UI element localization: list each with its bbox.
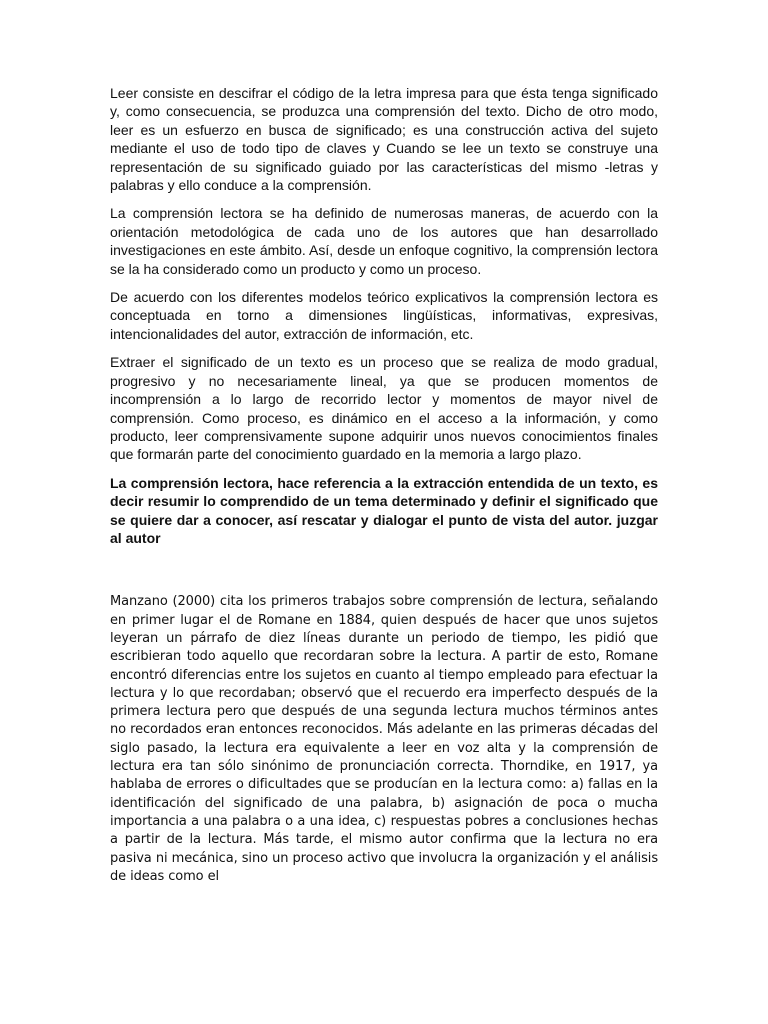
document-page: [110, 84, 658, 896]
paragraph-comprension-definida: La comprensión lectora se ha definido de numerosas maneras, de acuerdo con la orientación metodológica de cada uno de los autores que han desarrollado investigaciones en este ámbito. Así, desde un enfoque cognitivo, la comprensión lectora se la ha considerado como un producto y como un proceso.: [110, 205, 658, 277]
paragraph-manzano: Manzano (2000) cita los primeros trabajos sobre comprensión de lectura, señalando en primer lugar el de Romane en 1884, quien después de hacer que unos sujetos leyeran un párrafo de diez líneas durante un periodo de tiempo, les pidió que escribieran todo aquello que recordaran sobre la lectura. A partir de esto, Romane encontró diferencias entre los sujetos en cuanto al tiempo empleado para efectuar la lectura y lo que recordaban; observó que el recuerdo era imperfecto después de la primera lectura pero que después de una segunda lectura muchos términos antes no recordados eran entonces reconocidos. Más adelante en las primeras décadas del siglo pasado, la lectura era equivalente a leer en voz alta y la comprensión de lectura era tan sólo sinónimo de pronunciación correcta. Thorndike, en 1917, ya hablaba de errores o dificultades que se producían en la lectura como: a) fallas en la identificación del significado de una palabra, b) asignación de poca o mucha importancia a una palabra o a una idea, c) respuestas pobres a conclusiones hechas a partir de la lectura. Más tarde, el mismo autor confirma que la lectura no era pasiva ni mecánica, sino un proceso activo que involucra la organización y el análisis de ideas como el: [110, 594, 658, 884]
paragraph-bold-definition: La comprensión lectora, hace referencia a la extracción entendida de un texto, es decir resumir lo comprendido de un tema determinado y definir el significado que se quiere dar a conocer, así rescatar y dialogar el punto de vista del autor. juzgar al autor: [110, 474, 658, 546]
paragraph-extraer: Extraer el significado de un texto es un proceso que se realiza de modo gradual, progresivo y no necesariamente lineal, ya que se producen momentos de incomprensión a lo largo de recorrido lector y momentos de mayor nivel de comprensión. Como proceso, es dinámico en el acceso a la información, y como producto, leer comprensivamente supone adquirir unos nuevos conocimientos finales que formarán parte del conocimiento guardado en la memoria a largo plazo.: [110, 354, 658, 463]
paragraph-leer: Leer consiste en descifrar el código de la letra impresa para que ésta tenga significado y, como consecuencia, se produzca una comprensión del texto. Dicho de otro modo, leer es un esfuerzo en busca de significado; es una construcción activa del sujeto mediante el uso de todo tipo de claves y Cuando se lee un texto se construye una representación de su significado guiado por las características del mismo -letras y palabras y ello conduce a la comprensión.: [110, 85, 658, 194]
paragraph-modelos: De acuerdo con los diferentes modelos teórico explicativos la comprensión lectora es conceptuada en torno a dimensiones lingüísticas, informativas, expresivas, intencionalidades del autor, extracción de información, etc.: [110, 289, 658, 342]
blank-space: [110, 557, 658, 593]
